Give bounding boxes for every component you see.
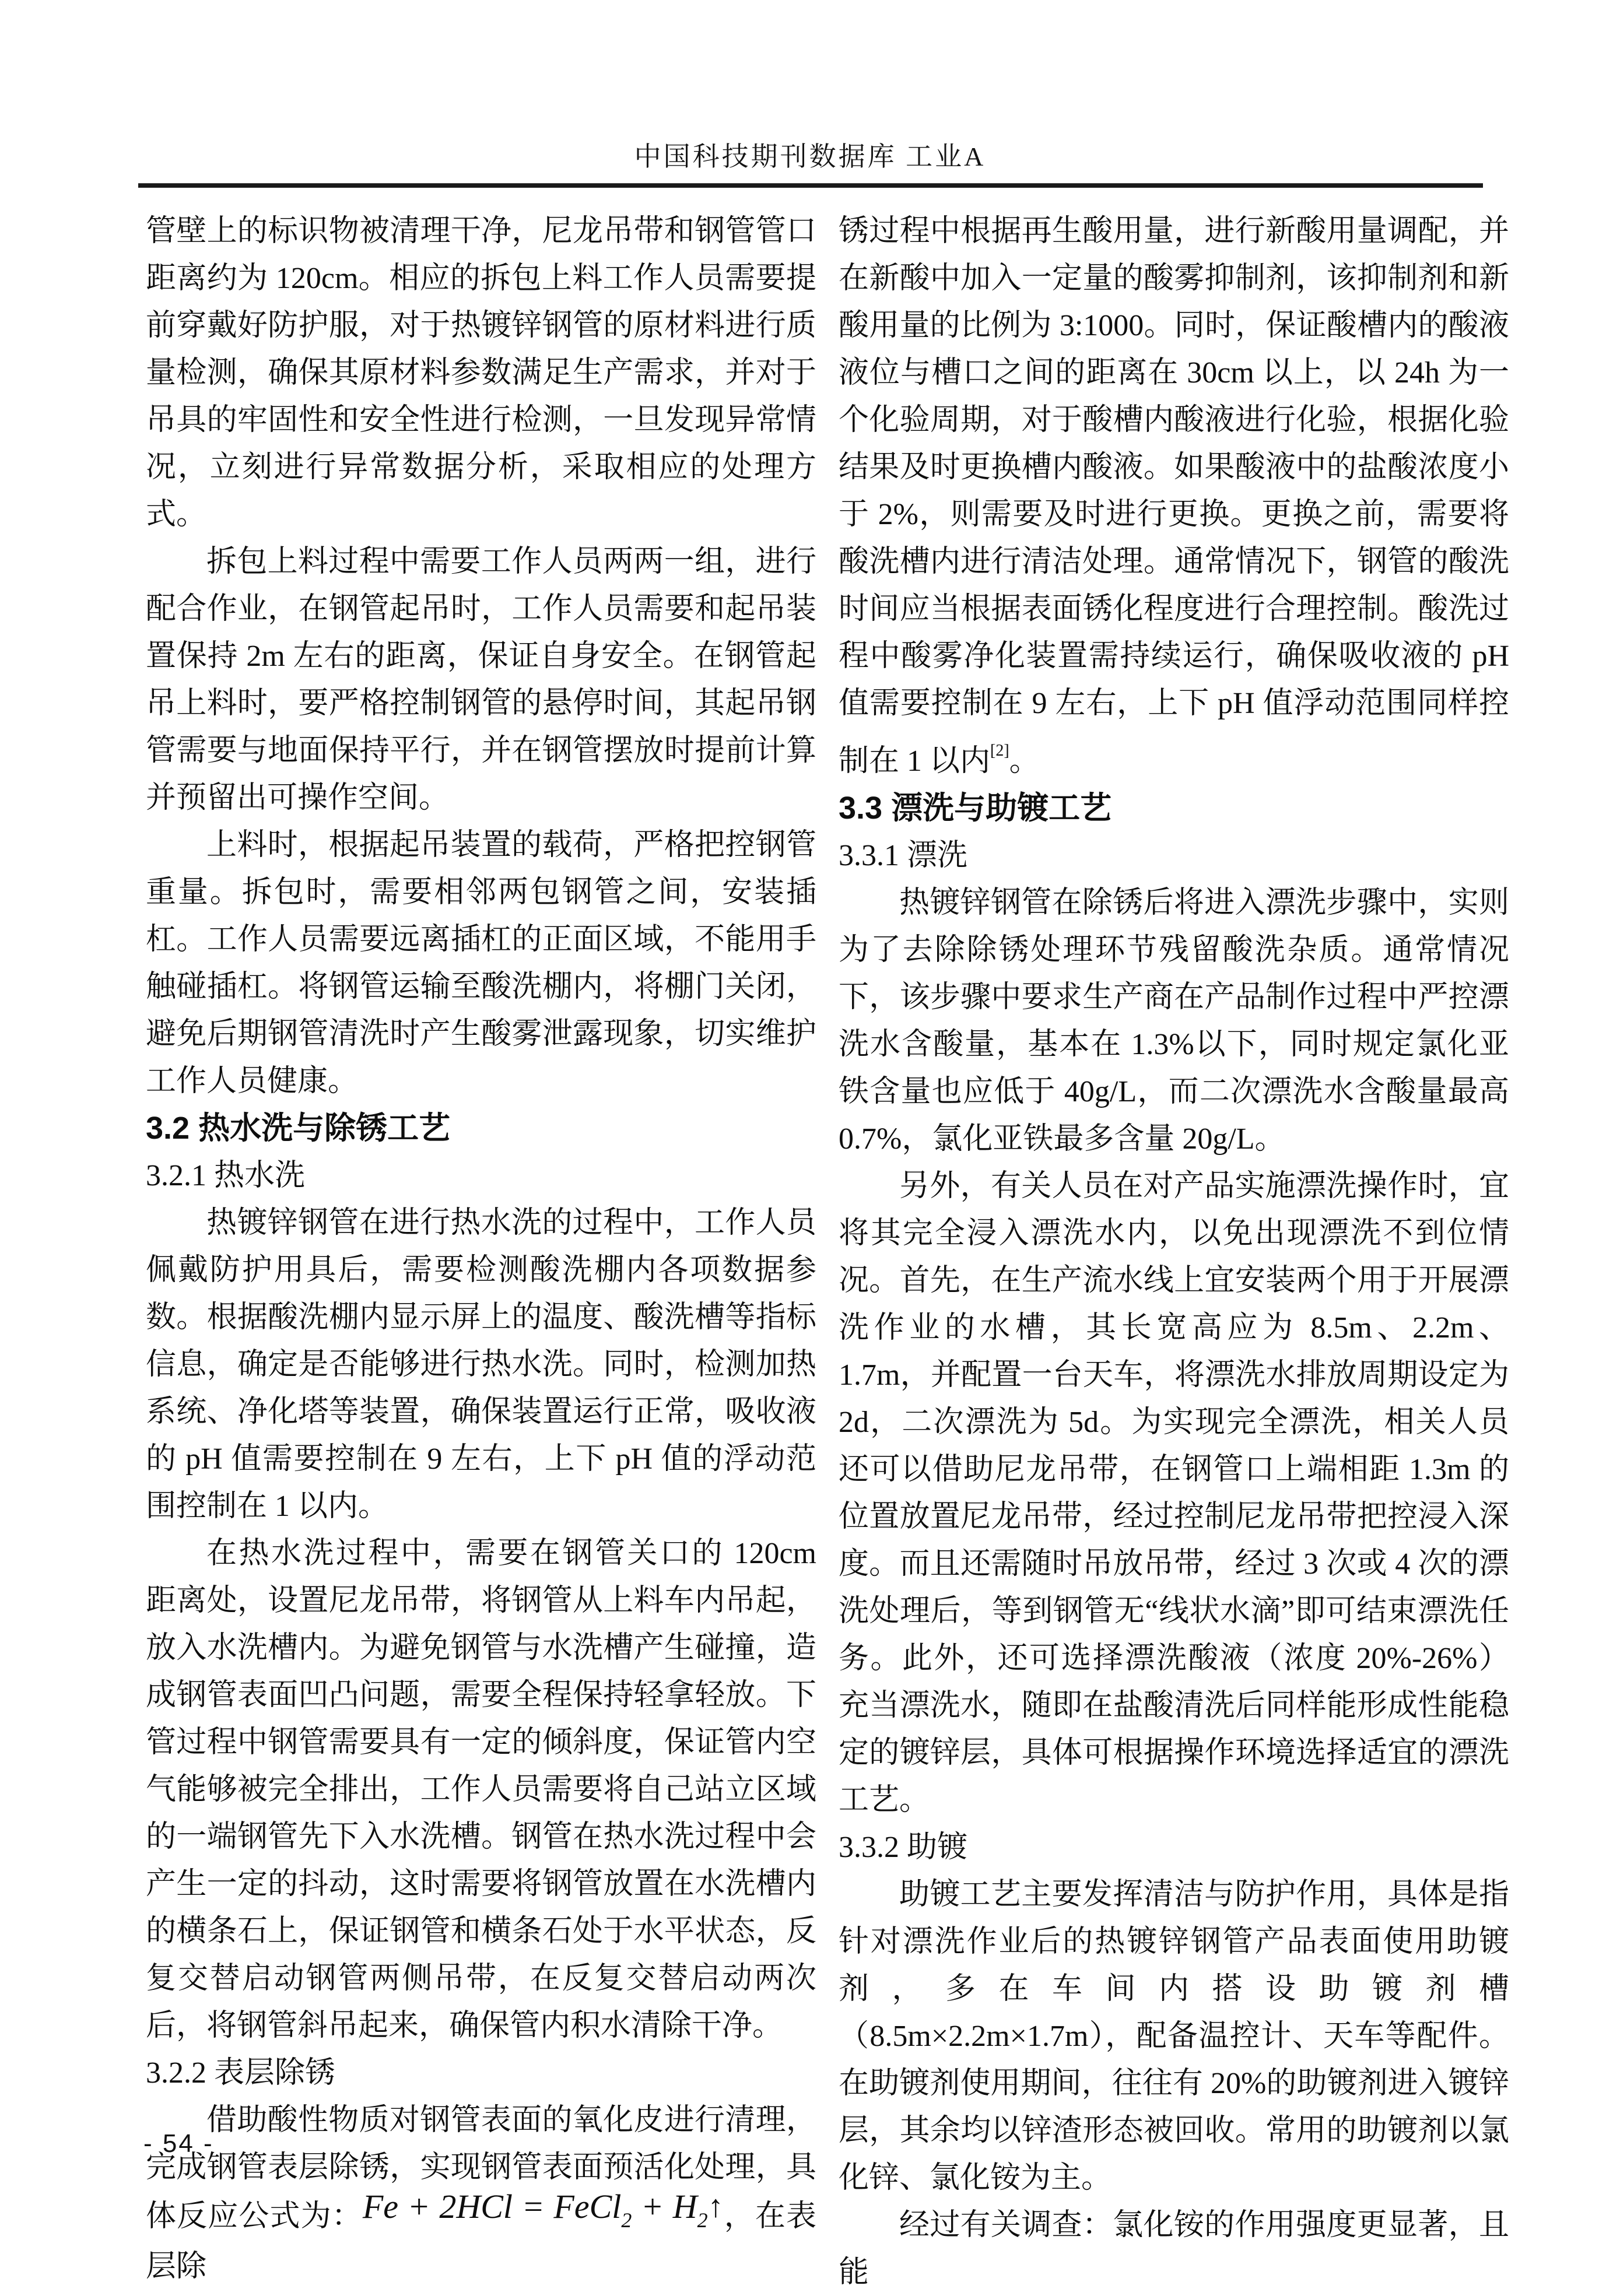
paragraph	[146, 2097, 816, 2290]
citation-reference: [2]	[990, 742, 1009, 760]
chemical-formula-part: ↑	[707, 2189, 724, 2224]
subsection-heading: 3.2.1 热水洗	[146, 1159, 306, 1192]
subsection-heading: 3.3.2 助镀	[839, 1831, 968, 1864]
paragraph: 管壁上的标识物被清理干净，尼龙吊带和钢管管口距离约为 120cm。相应的拆包上料工作人员需要提前穿戴好防护服，对于热镀锌钢管的原材料进行质量检测，确保其原材料参数满足生产需求，并对于吊具的牢固性和安全性进行检测，一旦发现异常情况，立刻进行异常数据分析，采取相应的处理方式。	[146, 215, 816, 531]
column-right	[839, 208, 1509, 2296]
subsection-heading: 3.3.1 漂洗	[839, 839, 968, 872]
text-run: ，在表层除	[146, 2200, 816, 2283]
section-heading: 3.2 热水洗与除锈工艺	[146, 1111, 451, 1146]
chemical-formula-part: Fe + 2HCl = FeCl	[362, 2188, 622, 2225]
paragraph: 经过有关调查：氯化铵的作用强度更显著，且能	[839, 2209, 1509, 2289]
chemical-formula-part: 2	[621, 2209, 632, 2232]
column-left	[146, 208, 816, 2290]
paragraph: 上料时，根据起吊装置的载荷，严格把控钢管重量。拆包时，需要相邻两包钢管之间，安装插杠。工作人员需要远离插杠的正面区域，不能用手触碰插杠。将钢管运输至酸洗棚内，将棚门关闭，避免后期钢管清洗时产生酸雾泄露现象，切实维护工作人员健康。	[146, 828, 816, 1098]
paragraph: 在热水洗过程中，需要在钢管关口的 120cm 距离处，设置尼龙吊带，将钢管从上料车内吊起，放入水洗槽内。为避免钢管与水洗槽产生碰撞，造成钢管表面凹凸问题，需要全程保持轻拿轻放。下管过程中钢管需要具有一定的倾斜度，保证管内空气能够被完全排出，工作人员需要将自己站立区域的一端钢管先下入水洗槽。钢管在热水洗过程中会产生一定的抖动，这时需要将钢管放置在水洗槽内的横条石上，保证钢管和横条石处于水平状态，反复交替启动钢管两侧吊带，在反复交替启动两次后，将钢管斜吊起来，确保管内积水清除干净。	[146, 1537, 816, 2042]
paragraph: 助镀工艺主要发挥清洁与防护作用，具体是指针对漂洗作业后的热镀锌钢管产品表面使用助镀剂，多在车间内搭设助镀剂槽（8.5m×2.2m×1.7m），配备温控计、天车等配件。在助镀剂使用期间，往往有 20%的助镀剂进入镀锌层，其余均以锌渣形态被回收。常用的助镀剂以氯化锌、氯化铵为主。	[839, 1878, 1509, 2195]
section-heading: 3.3 漂洗与助镀工艺	[839, 791, 1112, 826]
chemical-formula-part: + H	[632, 2188, 697, 2225]
text-run: 锈过程中根据再生酸用量，进行新酸用量调配，并在新酸中加入一定量的酸雾抑制剂，该抑制剂和新酸用量的比例为 3:1000。同时，保证酸槽内的酸液液位与槽口之间的距离在 30cm 以上，以 24h 为一个化验周期，对于酸槽内酸液进行化验，根据化验结果及时更换槽内酸液。如果酸液中的盐酸浓度小于 2%，则需要及时进行更换。更换之前，需要将酸洗槽内进行清洁处理。通常情况下，钢管的酸洗时间应当根据表面锈化程度进行合理控制。酸洗过程中酸雾净化装置需持续运行，确保吸收液的 pH 值需要控制在 9 左右，上下 pH 值浮动范围同样控制在 1 以内	[839, 215, 1509, 778]
text-run: 。	[1009, 745, 1040, 778]
journal-header-title: 中国科技期刊数据库 工业A	[634, 142, 986, 171]
paragraph: 热镀锌钢管在除锈后将进入漂洗步骤中，实则为了去除除锈处理环节残留酸洗杂质。通常情况下，该步骤中要求生产商在产品制作过程中严控漂洗水含酸量，基本在 1.3%以下，同时规定氯化亚铁含量也应低于 40g/L，而二次漂洗水含酸量最高 0.7%，氯化亚铁最多含量 20g/L。	[839, 886, 1509, 1156]
text-run: 借助酸性物质对钢管表面的氧化皮进行清理，完成钢管表层除锈，实现钢管表面预活化处理，具体反应公式为：	[146, 2104, 816, 2233]
subsection-heading: 3.2.2 表层除锈	[146, 2056, 336, 2090]
page-number: - 54 -	[143, 2129, 214, 2158]
paragraph: 拆包上料过程中需要工作人员两两一组，进行配合作业，在钢管起吊时，工作人员需要和起吊装置保持 2m 左右的距离，保证自身安全。在钢管起吊上料时，要严格控制钢管的悬停时间，其起吊钢管需要与地面保持平行，并在钢管摆放时提前计算并预留出可操作空间。	[146, 545, 816, 815]
paragraph	[839, 208, 1509, 785]
paragraph: 热镀锌钢管在进行热水洗的过程中，工作人员佩戴防护用具后，需要检测酸洗棚内各项数据参数。根据酸洗棚内显示屏上的温度、酸洗槽等指标信息，确定是否能够进行热水洗。同时，检测加热系统、净化塔等装置，确保装置运行正常，吸收液的 pH 值需要控制在 9 左右，上下 pH 值的浮动范围控制在 1 以内。	[146, 1206, 816, 1523]
paragraph: 另外，有关人员在对产品实施漂洗操作时，宜将其完全浸入漂洗水内，以免出现漂洗不到位情况。首先，在生产流水线上宜安装两个用于开展漂洗作业的水槽，其长宽高应为 8.5m、2.2m、1.7m，并配置一台天车，将漂洗水排放周期设定为 2d，二次漂洗为 5d。为实现完全漂洗，相关人员还可以借助尼龙吊带，在钢管口上端相距 1.3m 的位置放置尼龙吊带，经过控制尼龙吊带把控浸入深度。而且还需随时吊放吊带，经过 3 次或 4 次的漂洗处理后，等到钢管无“线状水滴”即可结束漂洗任务。此外，还可选择漂洗酸液（浓度 20%-26%）充当漂洗水，随即在盐酸清洗后同样能形成性能稳定的镀锌层，具体可根据操作环境选择适宜的漂洗工艺。	[839, 1170, 1509, 1817]
chemical-formula-part: 2	[697, 2209, 708, 2232]
header-rule	[138, 183, 1483, 188]
